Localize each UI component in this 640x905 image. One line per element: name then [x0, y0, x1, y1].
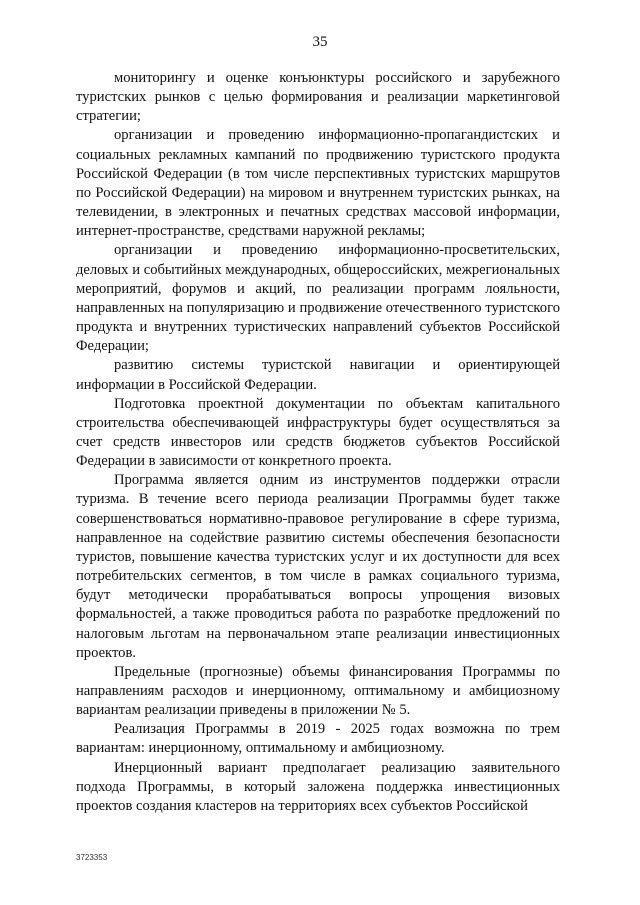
paragraph-inertial-variant: Инерционный вариант предполагает реализацию заявительного подхода Программы, в который заложена поддержка инвестиционных проектов создания кластеров на территориях всех субъектов Российской: [76, 759, 560, 814]
paragraph-program-tool: Программа является одним из инструментов поддержки отрасли туризма. В течение всего периода реализации Программы будет также совершенствоваться нормативно-правовое регулирование в сфере туризма, направленное на содействие развитию системы обеспечения безопасности туристов, повышение качества туристских услуг и их доступности для всех потребительских сегментов, в том числе в рамках социального туризма, будут методически прорабатываться вопросы упрощения визовых формальностей, а также проводиться работа по разработке предложений по налоговым льготам на первоначальном этапе реализации инвестиционных проектов.: [76, 472, 560, 661]
page-number: 35: [312, 34, 328, 50]
paragraph-navigation: развитию системы туристской навигации и ориентирующей информации в Российской Федерации.: [76, 357, 560, 393]
paragraph-events: организации и проведению информационно-просветительских, деловых и событийных международных, общероссийских, межрегиональных мероприятий, форумов и акций, по реализации программ лояльности, направленных на популяризацию и продвижение отечественного туристского продукта и внутренних туристических направлений субъектов Российской Федерации;: [76, 242, 560, 355]
document-code: 3723353: [76, 853, 108, 862]
paragraph-monitoring: мониторингу и оценке конъюнктуры российского и зарубежного туристских рынков с целью формирования и реализации маркетинговой стратегии;: [76, 70, 560, 125]
paragraph-project-documentation: Подготовка проектной документации по объектам капитального строительства обеспечивающей инфраструктуры будет осуществляться за счет средств инвесторов или средств бюджетов субъектов Российской Федерации в зависимости от конкретного проекта.: [76, 395, 560, 470]
paragraph-implementation-variants: Реализация Программы в 2019 - 2025 годах возможна по трем вариантам: инерционному, оптимальному и амбициозному.: [76, 721, 560, 757]
body-text: [76, 69, 560, 816]
paragraph-financing-limits: Предельные (прогнозные) объемы финансирования Программы по направлениям расходов и инерционному, оптимальному и амбициозному вариантам реализации приведены в приложении № 5.: [76, 663, 560, 719]
paragraph-advertising-campaigns: организации и проведению информационно-пропагандистских и социальных рекламных кампаний по продвижению туристского продукта Российской Федерации (в том числе перспективных туристских маршрутов по Российской Федерации) на мировом и внутреннем туристских рынках, на телевидении, в электронных и печатных средствах массовой информации, интернет-пространстве, средствами наружной рекламы;: [76, 127, 560, 240]
